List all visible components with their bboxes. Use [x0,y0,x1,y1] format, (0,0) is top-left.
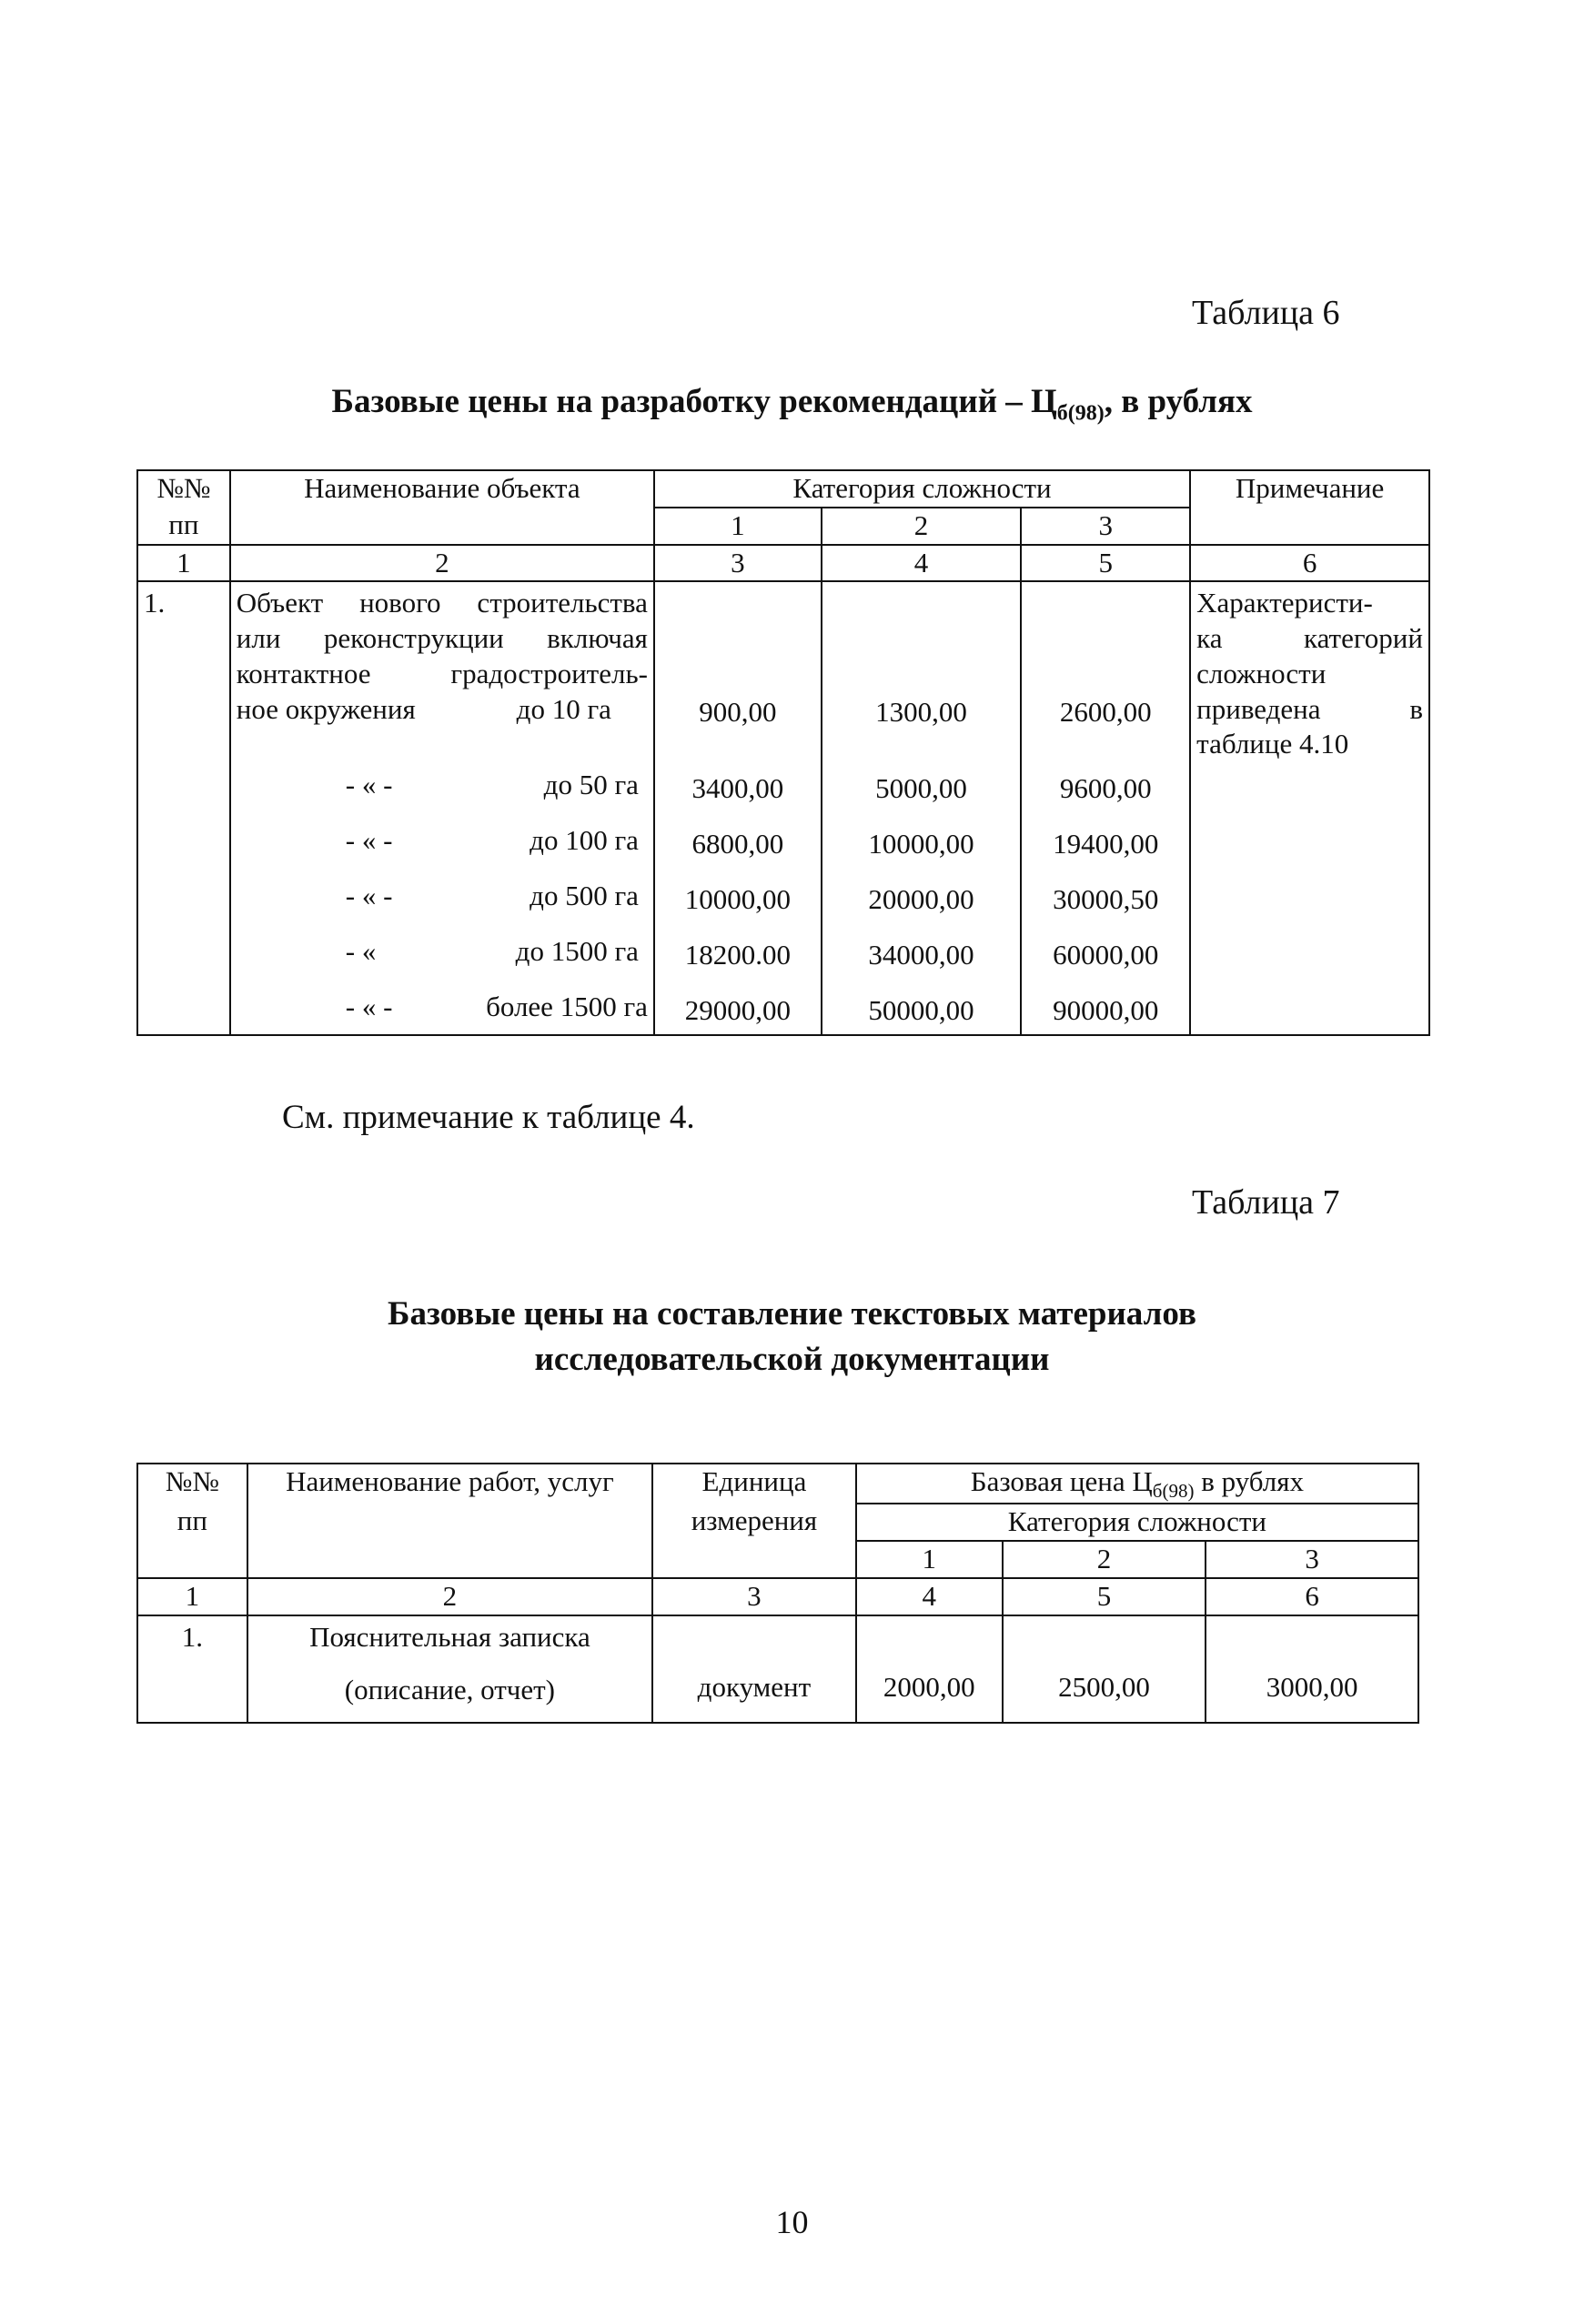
table7 [136,1463,1419,1724]
value-cell: 9600,00 [1059,771,1152,804]
col-number: 3 [654,545,822,582]
table-row [137,1615,1418,1723]
header-num-empty [137,1541,247,1578]
note-line: приведена в [1196,692,1423,725]
note-line: таблице 4.10 [1196,728,1349,760]
table6-title: Базовые цены на разработку рекомендаций – $Ц_{б(98)}$, в рублях [331,383,1253,426]
name-line: Пояснительная записка [309,1620,590,1653]
table6-label: Таблица 6 [1192,294,1340,332]
header-num-pp: пп [137,508,230,545]
page-number: 10 [775,2204,809,2240]
value-cell: 6800,00 [691,827,784,860]
row-num: 1. [137,1615,247,1723]
value-cell: 29000,00 [684,993,791,1026]
desc-line: контактное градостроитель- [236,657,648,689]
value-cell: 90000,00 [1053,993,1159,1026]
entry-label: - « - более 1500 га [345,990,648,1022]
header-num: №№ [137,470,230,508]
header-category: Категория сложности [654,470,1190,508]
header-cat-2: 2 [822,508,1022,545]
row-description [230,581,654,1034]
row-name [247,1615,652,1723]
table6-footnote: См. примечание к таблице 4. [282,1099,695,1136]
col-number: 2 [247,1578,652,1615]
row-num: 1. [137,581,230,1034]
entry-label: - « до 1500 га [345,934,639,967]
header-num: №№ [137,1464,247,1504]
table6 [136,469,1430,1036]
value-cell: 19400,00 [1053,827,1159,860]
title-line: исследовательской документации [534,1340,1050,1378]
value-cell: 5000,00 [875,771,967,804]
header-cat-3: 3 [1021,508,1190,545]
value-cell: 10000,00 [868,827,974,860]
row-note [1190,581,1429,1034]
col-number: 1 [137,545,230,582]
header-category: Категория сложности [856,1504,1418,1541]
col-number: 6 [1206,1578,1418,1615]
value-cell: 18200.00 [684,938,791,971]
col-number: 3 [652,1578,856,1615]
header-note: Примечание [1190,470,1429,545]
header-unit-empty [652,1541,856,1578]
header-name: Наименование объекта [230,470,654,545]
header-price: Базовая цена $Ц_{б(98)}$ в рублях [856,1464,1418,1504]
entry-label: - « - до 100 га [345,823,639,856]
table7-label: Таблица 7 [1192,1183,1340,1222]
value-cell: 2600,00 [1059,696,1152,729]
note-line: Характеристи- [1196,587,1373,619]
column-number-row [137,1578,1418,1615]
value-cell: 900,00 [699,696,777,729]
title-line: Базовые цены на составление текстовых материалов [388,1295,1196,1333]
header-name: Наименование работ, услуг [247,1464,652,1578]
col-number: 5 [1003,1578,1206,1615]
value-cell: 3400,00 [691,771,784,804]
note-line: сложности [1196,657,1327,689]
value-cell: 1300,00 [875,696,967,729]
value-cell: 60000,00 [1053,938,1159,971]
row-value-1: 2000,00 [856,1615,1003,1723]
table7-title [0,1292,1584,1383]
cat1-values [654,581,822,1034]
col-number: 2 [230,545,654,582]
header-cat-2: 2 [1003,1541,1206,1578]
value-cell: 10000,00 [684,882,791,915]
entry-label: - « - до 50 га [345,768,639,800]
note-line: ка категорий [1196,622,1423,654]
value-cell: 34000,00 [868,938,974,971]
desc-line: или реконструкции включая [236,622,648,654]
desc-line: Объект нового строительства [236,587,648,619]
cat2-values [822,581,1022,1034]
value-cell: 50000,00 [868,993,974,1026]
col-number: 1 [137,1578,247,1615]
col-number: 4 [856,1578,1003,1615]
col-number: 5 [1021,545,1190,582]
row-unit: документ [652,1615,856,1723]
cat3-values [1021,581,1190,1034]
column-number-row [137,545,1429,582]
name-line: (описание, отчет) [344,1673,555,1705]
table-row [137,581,1429,1034]
col-number: 6 [1190,545,1429,582]
entry-label: - « - до 500 га [345,879,639,911]
value-cell: 30000,50 [1053,882,1159,915]
row-value-2: 2500,00 [1003,1615,1206,1723]
entry-label: ное окружения до 10 га [236,692,611,725]
row-value-3: 3000,00 [1206,1615,1418,1723]
header-unit: Единица [652,1464,856,1504]
value-cell: 20000,00 [868,882,974,915]
header-num-pp: пп [137,1504,247,1541]
header-cat-3: 3 [1206,1541,1418,1578]
header-cat-1: 1 [856,1541,1003,1578]
header-unit-line2: измерения [652,1504,856,1541]
col-number: 4 [822,545,1022,582]
header-cat-1: 1 [654,508,822,545]
